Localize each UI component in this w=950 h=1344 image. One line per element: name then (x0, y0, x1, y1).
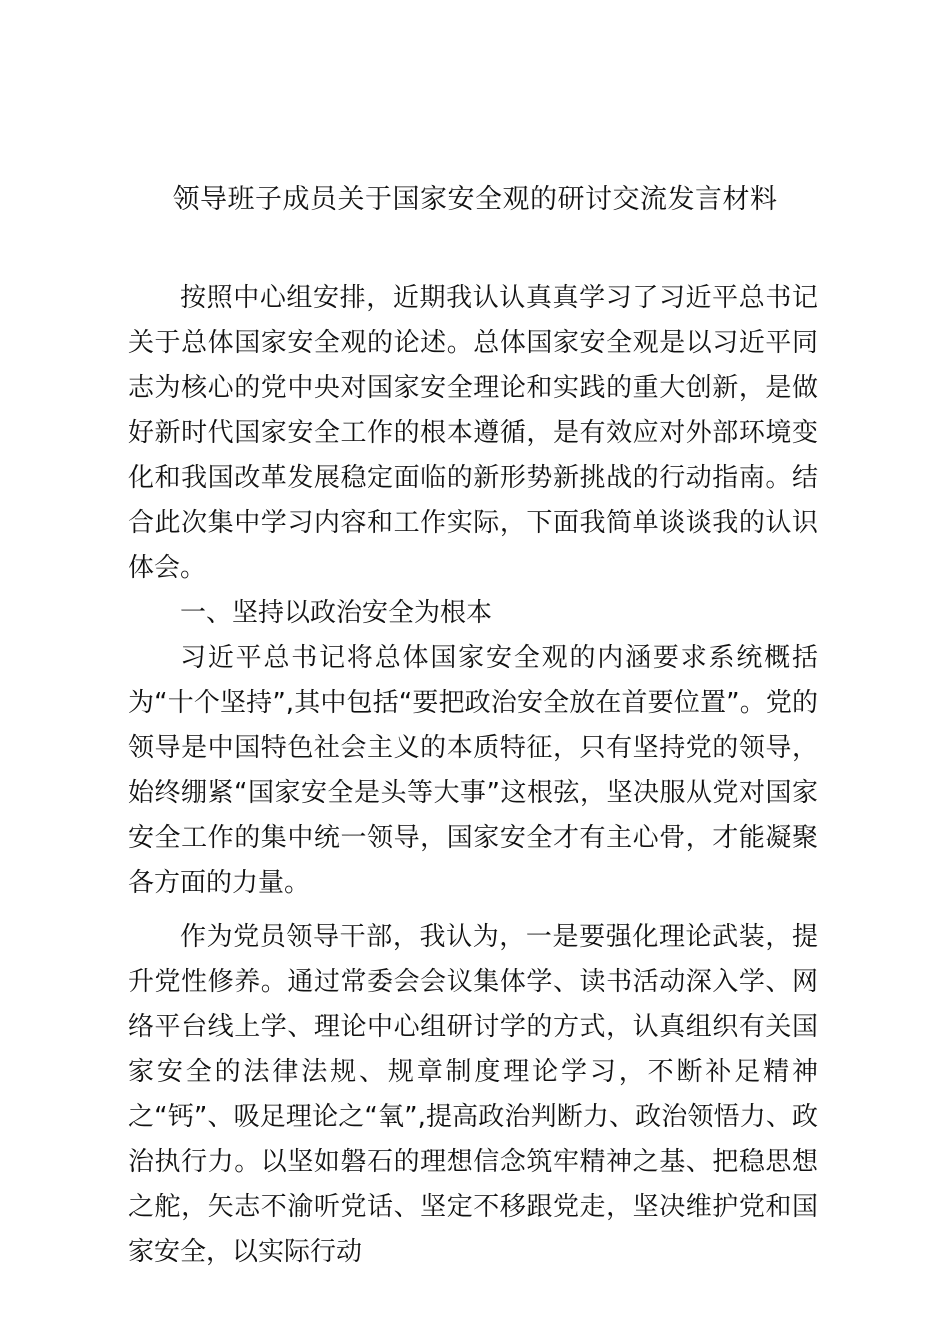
paragraph-intro: 按照中心组安排，近期我认认真真学习了习近平总书记关于总体国家安全观的论述。总体国家安全观是以习近平同志为核心的党中央对国家安全理论和实践的重大创新，是做好新时代国家安全工作的根本遵循，是有效应对外部环境变化和我国改革发展稳定面临的新形势新挑战的行动指南。结合此次集中学习内容和工作实际，下面我简单谈谈我的认识体会。 (128, 283, 818, 583)
document-title: 领导班子成员关于国家安全观的研讨交流发言材料 (172, 184, 778, 215)
paragraph-party-cadre: 作为党员领导干部，我认为，一是要强化理论武装，提升党性修养。通过常委会会议集体学、读书活动深入学、网络平台线上学、理论中心组研讨学的方式，认真组织有关国家安全的法律法规、规章制度理论学习，不断补足精神之“钙”、吸足理论之“氧”,提高政治判断力、政治领悟力、政治执行力。以坚如磐石的理想信念筑牢精神之基、把稳思想之舵，矢志不渝听党话、坚定不移跟党走，坚决维护党和国家安全，以实际行动 (128, 922, 818, 1267)
paragraph-political-security: 习近平总书记将总体国家安全观的内涵要求系统概括为“十个坚持”,其中包括“要把政治安全放在首要位置”。党的领导是中国特色社会主义的本质特征，只有坚持党的领导，始终绷紧“国家安全是头等大事”这根弦，坚决服从党对国家安全工作的集中统一领导，国家安全才有主心骨，才能凝聚各方面的力量。 (128, 643, 818, 898)
document-body (128, 276, 818, 1275)
section-heading-1: 一、坚持以政治安全为根本 (180, 598, 493, 628)
